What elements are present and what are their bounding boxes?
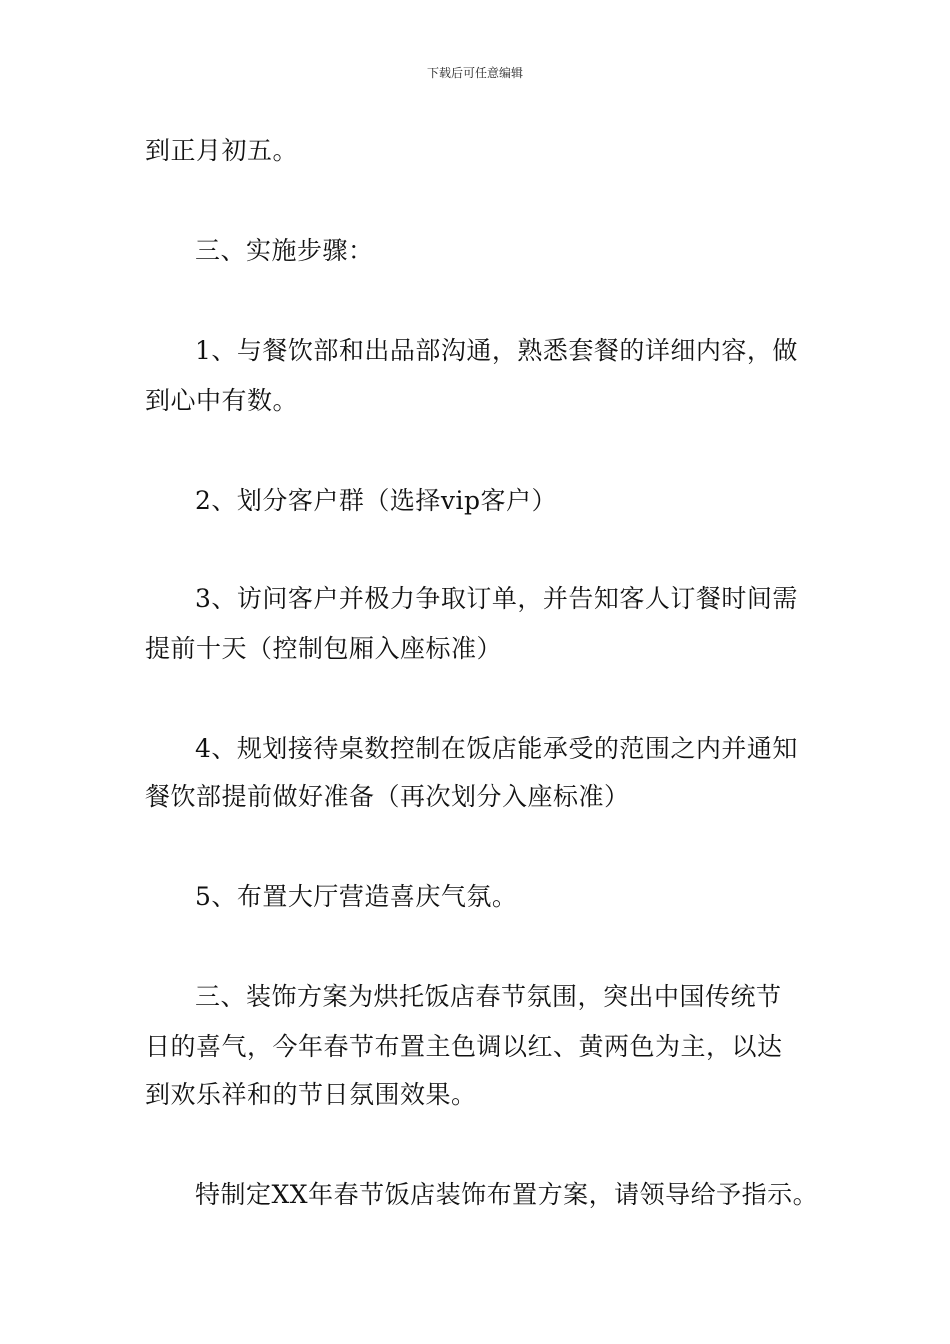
text-line: 2、划分客户群（选择vip客户）	[195, 486, 558, 515]
section-heading-steps: 三、实施步骤：	[195, 236, 374, 265]
text-line: 5、布置大厅营造喜庆气氛。	[195, 882, 518, 911]
text-line: 3、访问客户并极力争取订单，并告知客人订餐时间需	[195, 584, 798, 613]
text-line: 到正月初五。	[145, 136, 299, 165]
text-line: 特制定XX年春节饭店装饰布置方案，请领导给予指示。	[195, 1180, 819, 1209]
text-line: 1、与餐饮部和出品部沟通，熟悉套餐的详细内容，做	[195, 336, 798, 365]
text-line: 日的喜气，今年春节布置主色调以红、黄两色为主，以达	[145, 1032, 783, 1061]
text-line: 提前十天（控制包厢入座标准）	[145, 634, 503, 663]
text-line: 三、装饰方案为烘托饭店春节氛围，突出中国传统节	[195, 982, 782, 1011]
page-header-note: 下载后可任意编辑	[426, 66, 523, 80]
text-line: 到欢乐祥和的节日氛围效果。	[145, 1080, 477, 1109]
text-line: 4、规划接待桌数控制在饭店能承受的范围之内并通知	[195, 734, 798, 763]
text-line: 到心中有数。	[145, 386, 299, 415]
text-line: 餐饮部提前做好准备（再次划分入座标准）	[145, 782, 630, 811]
